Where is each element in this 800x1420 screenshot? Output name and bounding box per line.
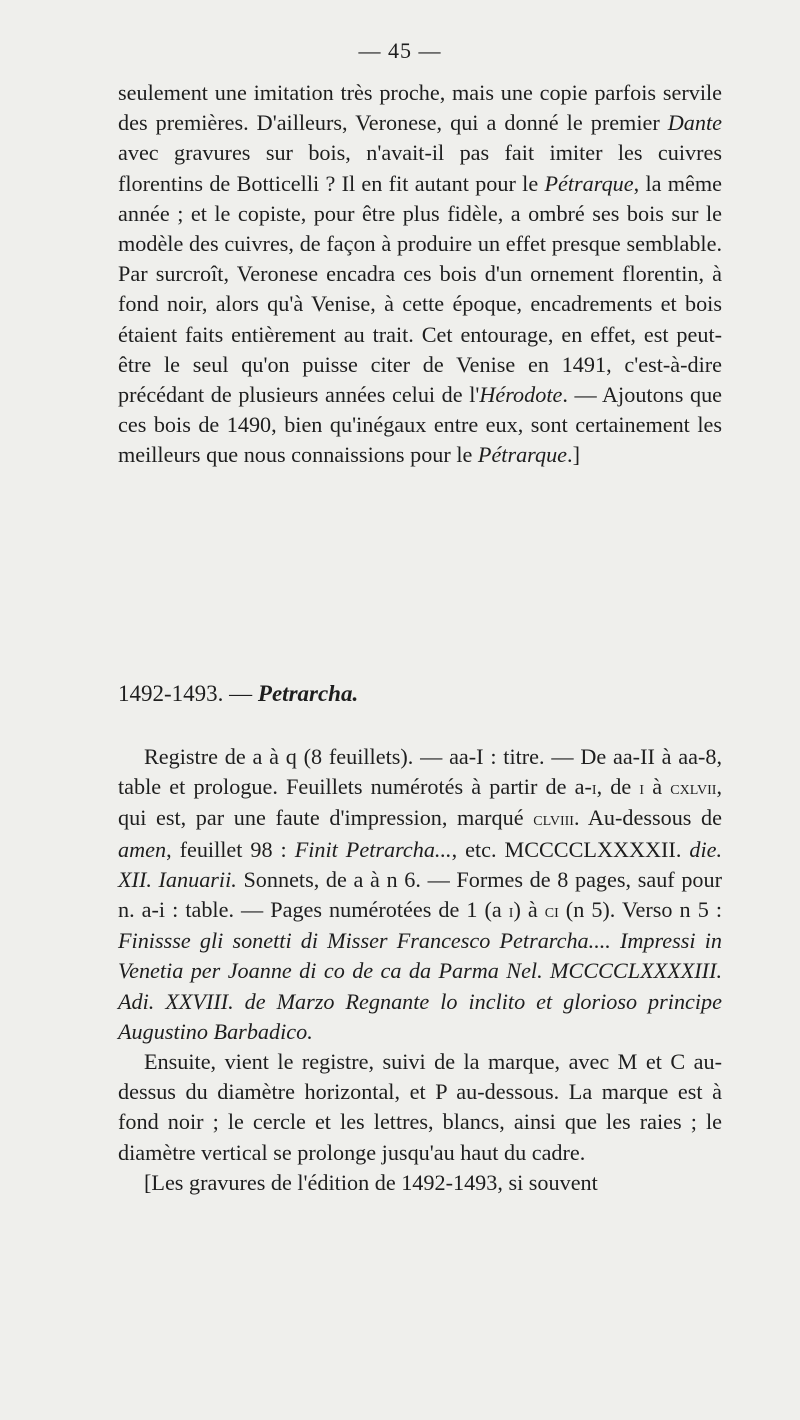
italic-title: Dante [667,110,722,136]
small-caps-run: cxlvii [670,777,717,800]
small-caps-run: i [508,900,514,923]
text-run: Registre de a à q (8 feuillets). — aa-I : titre. — De aa-II à aa-8, table et prologue. Feuillets numérotés à partir de a- [118,744,722,800]
text-run: Sonnets, de a à n 6. — Formes de 8 pages, sauf pour n. a-i : table. — Pages numérotées de 1 (a [118,866,723,923]
heading-title: Petrarcha. [257,681,359,706]
italic-run: amen [118,836,167,862]
text-run: , etc. MCCCCLXXXXII. [451,836,690,862]
small-caps-run: clviii [533,808,574,831]
text-column [118,78,722,471]
text-run: , de [596,774,640,800]
small-caps-run: i [591,777,597,800]
paragraph-4: [Les gravures de l'édition de 1492-1493, si souvent [144,1169,598,1195]
italic-colophon: Finissse gli sonetti di Misser Francesco Petrarcha.... Impressi in Venetia per Joanne di co de ca da Parma Nel. MCCCCLXXXXIII. Adi. XXVIII. de Marzo Regnante lo inclito et glorioso principe Augustino Barbadico. [118,928,722,1044]
italic-run: die. XII. Ianuarii. [118,836,722,892]
text-run: seulement une imitation très proche, mais une copie parfois servile des premières. D'ailleurs, Veronese, qui a donné le premier [118,80,722,136]
small-caps-run: i [639,777,645,800]
small-caps-run: ci [544,900,559,923]
text-run: avec gravures sur bois, n'avait-il pas fait imiter les cuivres florentins de Botticelli ? Il en fit autant pour le [118,140,722,196]
italic-title: Hérodote [479,382,563,408]
text-run: , feuillet 98 : [166,836,295,862]
text-run: à [644,774,671,800]
text-run: . — Ajoutons que ces bois de 1490, bien qu'inégaux entre eux, sont certainement les meilleurs que nous connaissions pour le [118,382,723,468]
italic-run: Finit Petrarcha... [294,836,452,862]
text-run: . Au-dessous de [573,805,723,831]
text-run: , qui est, par une faute d'impression, marqué [118,774,722,831]
paragraph-3: Ensuite, vient le registre, suivi de la marque, avec M et C au-dessus du diamètre horizontal, et P au-dessous. La marque est à fond noir ; le cercle et les lettres, blancs, ainsi que les raies ; le diamètre vertical se prolonge jusqu'au haut du cadre. [118,1049,722,1165]
paragraph-2 [118,742,722,1047]
page-number: — 45 — [358,38,442,63]
text-run: ) à [513,897,545,923]
italic-title: Pétrarque [544,170,634,196]
text-run: (n 5). Verso n 5 : [558,897,722,923]
text-run: .] [567,442,580,468]
text-run: , la même année ; et le copiste, pour être plus fidèle, a ombré ses bois sur le modèle des cuivres, de façon à produire un effet presque semblable. Par surcroît, Veronese encadra ces bois d'un ornement florentin, à fond noir, alors qu'à Venise, à cette époque, encadrements et bois étaient faits entièrement au trait. Cet entourage, en effet, est peut-être le seul qu'on puisse citer de Venise en 1491, c'est-à-dire précédant de plusieurs années celui de l' [118,170,722,408]
paragraph-1 [118,78,722,471]
heading-dates: 1492-1493. — [118,681,253,706]
italic-title: Pétrarque [477,442,568,468]
text-column-2 [118,742,722,1198]
section-heading [118,679,722,709]
